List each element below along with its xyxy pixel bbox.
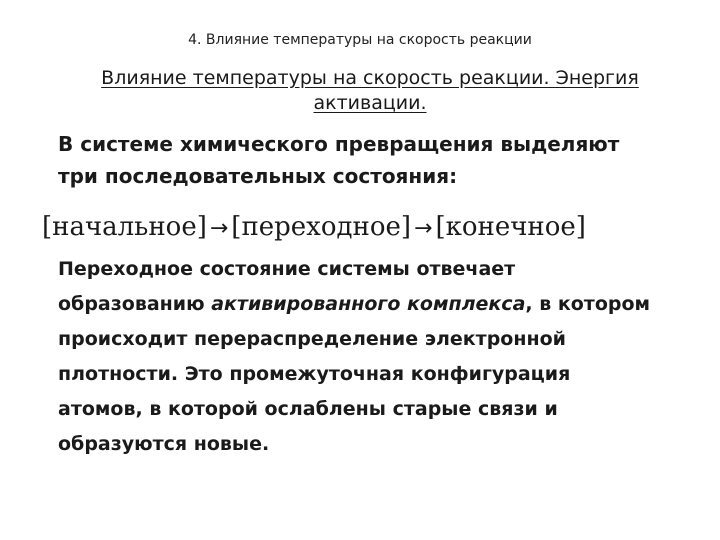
initial-state: [начальное] bbox=[42, 212, 207, 242]
activated-complex-term: активированного комплекса bbox=[211, 293, 526, 315]
title-line-2: активации. bbox=[313, 92, 427, 114]
intro-paragraph bbox=[58, 128, 698, 192]
intro-line-2: три последовательных состояния: bbox=[58, 164, 458, 188]
final-state: [конечное] bbox=[435, 212, 586, 242]
state-sequence bbox=[42, 212, 682, 242]
description-paragraph bbox=[58, 252, 658, 462]
description-part-1: Переходное состояние системы отвечает образованию bbox=[58, 258, 516, 315]
arrow-icon: → bbox=[414, 216, 433, 241]
arrow-icon: → bbox=[209, 216, 229, 241]
transition-state: [переходное] bbox=[231, 212, 412, 242]
slide-title bbox=[70, 66, 670, 116]
intro-line-1: В системе химического превращения выделяют bbox=[58, 132, 620, 156]
title-line-1: Влияние температуры на скорость реакции. Энергия bbox=[101, 67, 639, 89]
description-part-2: , в котором происходит перераспределение электронной плотности. Это промежуточная конфигурация атомов, в которой ослаблены старые связи и образуются новые. bbox=[58, 293, 651, 455]
slide-header: 4. Влияние температуры на скорость реакции bbox=[188, 32, 532, 48]
